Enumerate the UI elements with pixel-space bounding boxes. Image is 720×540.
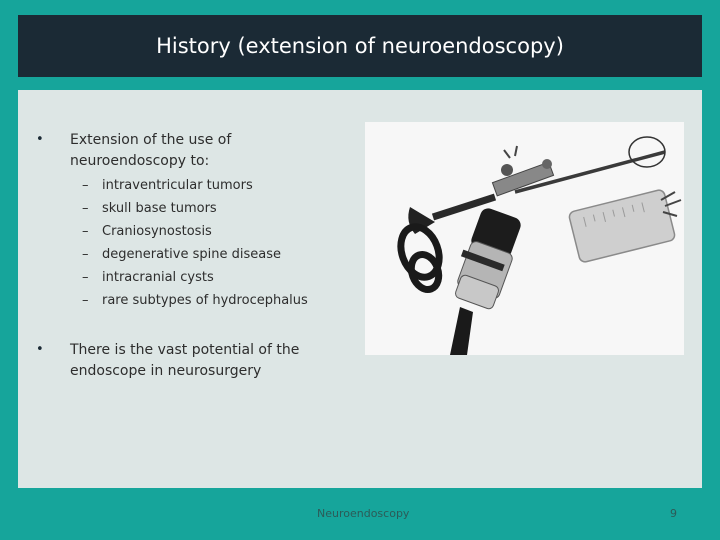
title-bar — [18, 15, 702, 77]
sub-dash: – — [82, 247, 89, 262]
sub-dash: – — [82, 293, 89, 308]
sub-item: skull base tumors — [102, 201, 217, 216]
bullet-1-text — [70, 130, 231, 172]
bullet-2-line-2: endoscope in neurosurgery — [70, 363, 262, 379]
bullet-2-line-1: There is the vast potential of the — [70, 342, 300, 358]
page-number: 9 — [670, 507, 677, 520]
neuroendoscope-image — [365, 122, 684, 355]
footer-label: Neuroendoscopy — [317, 507, 410, 520]
scope-body — [450, 206, 523, 355]
sub-dash: – — [82, 270, 89, 285]
sub-dash: – — [82, 224, 89, 239]
syringe-icon — [568, 189, 681, 263]
sub-item: intracranial cysts — [102, 270, 214, 285]
sub-item: degenerative spine disease — [102, 247, 281, 262]
sub-item: rare subtypes of hydrocephalus — [102, 293, 308, 308]
sub-item: Craniosynostosis — [102, 224, 212, 239]
slide-title: History (extension of neuroendoscopy) — [156, 34, 564, 58]
bullet-2-text — [70, 340, 299, 382]
bullet-marker: • — [36, 342, 44, 357]
bullet-1-line-2: neuroendoscopy to: — [70, 153, 210, 169]
bullet-marker: • — [36, 132, 44, 147]
neuroendoscope-instrument-photo — [365, 122, 684, 355]
sub-dash: – — [82, 178, 89, 193]
bullet-1-line-1: Extension of the use of — [70, 132, 232, 148]
sub-item: intraventricular tumors — [102, 178, 253, 193]
sub-dash: – — [82, 201, 89, 216]
